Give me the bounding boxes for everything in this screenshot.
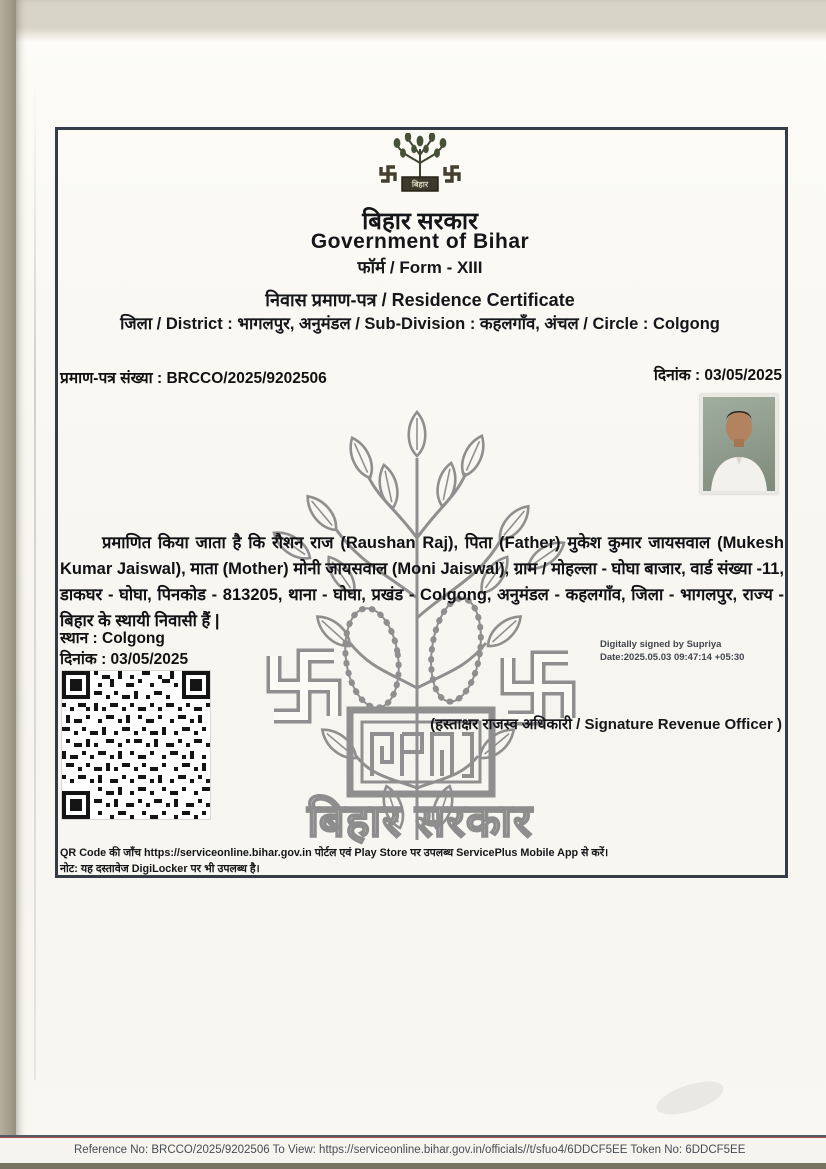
svg-text:बिहार: बिहार [411, 180, 429, 189]
digital-signature-block [600, 639, 800, 665]
footer-accent-line [0, 1137, 826, 1138]
digital-signature-line2: Date:2025.05.03 09:47:14 +05:30 [600, 651, 745, 663]
certificate-date: दिनांक : 03/05/2025 [653, 367, 782, 384]
footnote-digilocker: नोट: यह दस्तावेज DigiLocker पर भी उपलब्ध है। [60, 862, 260, 875]
digital-signature-line1: Digitally signed by Supriya [600, 639, 722, 650]
footnote-qr-verification: QR Code की जाँच https://serviceonline.bihar.gov.in पोर्टल एवं Play Store पर उपलब्ध ServicePlus Mobile App से करें। [60, 847, 609, 859]
org-name-hindi: बिहार सरकार [362, 208, 478, 235]
page-bottom-edge [0, 1163, 826, 1169]
org-name-english: Government of Bihar [310, 230, 530, 253]
footer-reference-text: Reference No: BRCCO/2025/9202506 To View: https://serviceonline.bihar.gov.in/officials//t/sfuo4/6DDCF5EE Token No: 6DDCF5EE [74, 1144, 746, 1156]
scanner-edge-strip [0, 0, 16, 1169]
paper-fold-line [34, 80, 36, 1080]
certificate-footnotes [60, 846, 770, 877]
bihar-emblem-icon [355, 133, 485, 203]
issue-date: दिनांक : 03/05/2025 [60, 651, 189, 668]
certificate-body-text: प्रमाणित किया जाता है कि रौशन राज (Raushan Raj), पिता (Father) मुकेश कुमार जायसवाल (Mukesh Kumar Jaiswal), माता (Mother) मोनी जायसवाल (Moni Jaiswal), ग्राम / मोहल्ला - घोघा बाजार, वार्ड संख्या -11, डाकघर - घोघा, पिनकोड - 813205, थाना - घोघा, प्रखंड - Colgong, अनुमंडल - कहलगाँव, जिला - भागलपुर, राज्य - बिहार के स्थायी निवासी हैं | [60, 534, 784, 631]
certificate-number: प्रमाण-पत्र संख्या : BRCCO/2025/9202506 [60, 370, 327, 387]
form-number: फॉर्म / Form - XIII [357, 258, 483, 277]
document-title: निवास प्रमाण-पत्र / Residence Certificate [265, 290, 575, 310]
district-subdivision-circle-line: जिला / District : भागलपुर, अनुमंडल / Sub-Division : कहलगाँव, अंचल / Circle : Colgong [120, 315, 720, 333]
footer-reference-bar [0, 1135, 826, 1165]
applicant-photo [700, 394, 778, 494]
issue-place: स्थान : Colgong [60, 630, 165, 647]
revenue-officer-signature-caption: (हस्ताक्षर राजस्व अधिकारी / Signature Revenue Officer ) [430, 716, 782, 733]
watermark-seal-text: बिहार सरकार [307, 795, 533, 846]
qr-code [62, 671, 210, 819]
